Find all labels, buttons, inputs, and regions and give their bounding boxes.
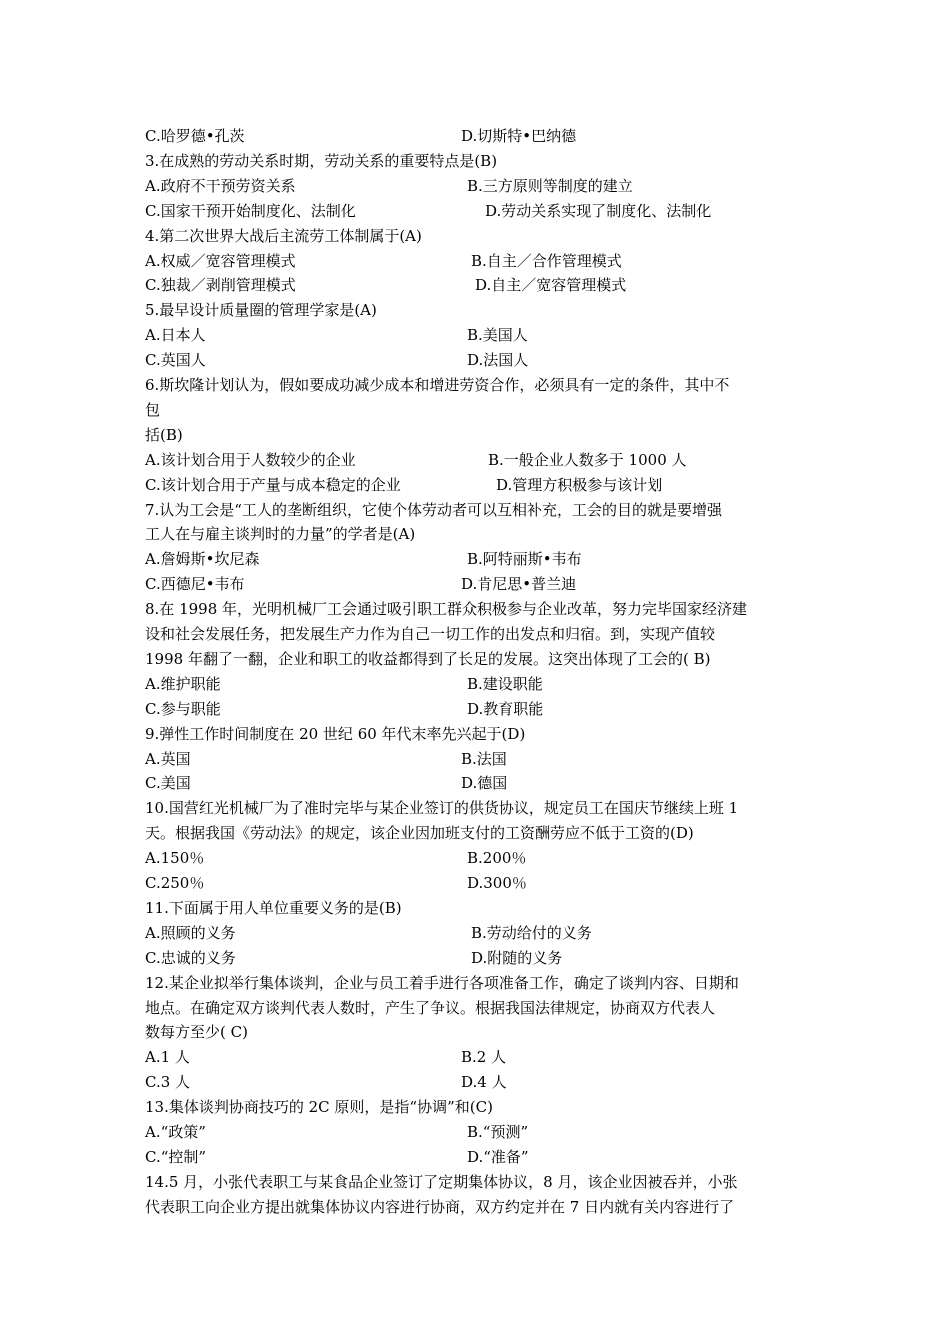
option-left: C.该计划合用于产量与成本稳定的企业 — [145, 475, 401, 494]
option-right: D.300％ — [467, 874, 527, 892]
text-line: 1998 年翻了一翻，企业和职工的收益都得到了长足的发展。这突出体现了工会的( B) — [145, 649, 711, 668]
option-right: D.管理方积极参与该计划 — [496, 475, 663, 494]
option-right: B.200％ — [467, 849, 527, 868]
option-left: C.忠诚的义务 — [145, 948, 236, 967]
option-left: A.日本人 — [145, 326, 206, 345]
option-right: D.劳动关系实现了制度化、法制化 — [485, 201, 712, 220]
option-right: D.德国 — [461, 774, 508, 793]
option-right: B.三方原则等制度的建立 — [467, 176, 633, 195]
text-line: 工人在与雇主谈判时的力量”的学者是(A) — [145, 525, 416, 544]
text-line: 地点。在确定双方谈判代表人数时，产生了争议。根据我国法律规定，协商双方代表人 — [145, 998, 716, 1017]
text-line: 8.在 1998 年，光明机械厂工会通过吸引职工群众积极参与企业改革，努力完毕国家经济建 — [145, 600, 748, 619]
option-left: C.3 人 — [145, 1073, 191, 1092]
option-left: C.西德尼•韦布 — [145, 575, 245, 594]
option-right: D.附随的义务 — [471, 948, 563, 967]
option-left: A.150％ — [145, 849, 205, 868]
text-line: 代表职工向企业方提出就集体协议内容进行协商，双方约定并在 7 日内就有关内容进行了 — [145, 1197, 735, 1216]
text-line: 7.认为工会是“工人的垄断组织，它使个体劳动者可以互相补充，工会的目的就是要增强 — [145, 500, 722, 519]
text-line: 6.斯坎隆计划认为，假如要成功减少成本和增进劳资合作，必须具有一定的条件，其中不 — [145, 376, 730, 394]
option-right: D.“准备” — [467, 1147, 529, 1166]
option-right: B.一般企业人数多于 1000 人 — [488, 450, 687, 469]
option-left: C.国家干预开始制度化、法制化 — [145, 201, 356, 220]
text-line: 设和社会发展任务，把发展生产力作为自己一切工作的出发点和归宿。到，实现产值较 — [145, 625, 716, 643]
option-left: C.美国 — [145, 774, 191, 793]
option-left: C.哈罗德•孔茨 — [145, 127, 245, 145]
text-line: 13.集体谈判协商技巧的 2C 原则，是指“协调”和(C) — [145, 1098, 493, 1117]
text-line: 11.下面属于用人单位重要义务的是(B) — [145, 898, 402, 917]
option-right: B.自主／合作管理模式 — [471, 251, 622, 270]
option-right: B.劳动给付的义务 — [471, 923, 592, 942]
option-left: A.该计划合用于人数较少的企业 — [145, 450, 356, 469]
text-line: 包 — [145, 400, 161, 419]
option-right: B.美国人 — [467, 326, 528, 345]
option-left: C.参与职能 — [145, 699, 221, 718]
option-left: A.英国 — [145, 749, 191, 768]
option-right: B.法国 — [461, 749, 507, 768]
text-line: 12.某企业拟举行集体谈判，企业与员工着手进行各项准备工作，确定了谈判内容、日期和 — [145, 973, 739, 992]
option-left: C.250％ — [145, 874, 205, 892]
text-line: 括(B) — [145, 425, 183, 444]
text-line: 3.在成熟的劳动关系时期，劳动关系的重要特点是(B) — [145, 151, 498, 170]
text-line: 10.国营红光机械厂为了准时完毕与某企业签订的供货协议，规定员工在国庆节继续上班 1 — [145, 799, 739, 818]
text-line: 9.弹性工作时间制度在 20 世纪 60 年代末率先兴起于(D) — [145, 724, 526, 743]
option-right: B.2 人 — [461, 1048, 507, 1067]
option-right: B.阿特丽斯•韦布 — [467, 550, 582, 569]
text-line: 14.5 月，小张代表职工与某食品企业签订了定期集体协议，8 月，该企业因被吞并，小张 — [145, 1172, 738, 1191]
text-line: 4.第二次世界大战后主流劳工体制属于(A) — [145, 226, 422, 245]
text-line: 天。根据我国《劳动法》的规定，该企业因加班支付的工资酬劳应不低于工资的(D) — [145, 824, 694, 843]
option-left: A.“政策” — [145, 1123, 206, 1141]
option-right: D.肯尼思•普兰迪 — [461, 575, 577, 594]
option-right: B.建设职能 — [467, 674, 543, 693]
option-left: A.照顾的义务 — [145, 923, 236, 942]
option-right: D.4 人 — [461, 1073, 507, 1092]
option-left: A.权威／宽容管理模式 — [145, 251, 296, 270]
option-left: A.维护职能 — [145, 674, 221, 693]
option-left: A.政府不干预劳资关系 — [145, 176, 296, 195]
option-right: D.法国人 — [467, 351, 529, 370]
option-right: D.切斯特•巴纳德 — [461, 127, 577, 145]
option-left: C.英国人 — [145, 351, 206, 370]
text-line: 数每方至少( C) — [145, 1023, 248, 1042]
option-left: C.独裁／剥削管理模式 — [145, 276, 296, 295]
option-left: A.詹姆斯•坎尼森 — [145, 550, 260, 569]
option-right: D.教育职能 — [467, 699, 544, 718]
option-left: C.“控制” — [145, 1147, 207, 1166]
option-right: D.自主／宽容管理模式 — [475, 276, 627, 295]
text-line: 5.最早设计质量圈的管理学家是(A) — [145, 301, 377, 320]
option-left: A.1 人 — [145, 1048, 190, 1067]
option-right: B.“预测” — [467, 1123, 529, 1141]
